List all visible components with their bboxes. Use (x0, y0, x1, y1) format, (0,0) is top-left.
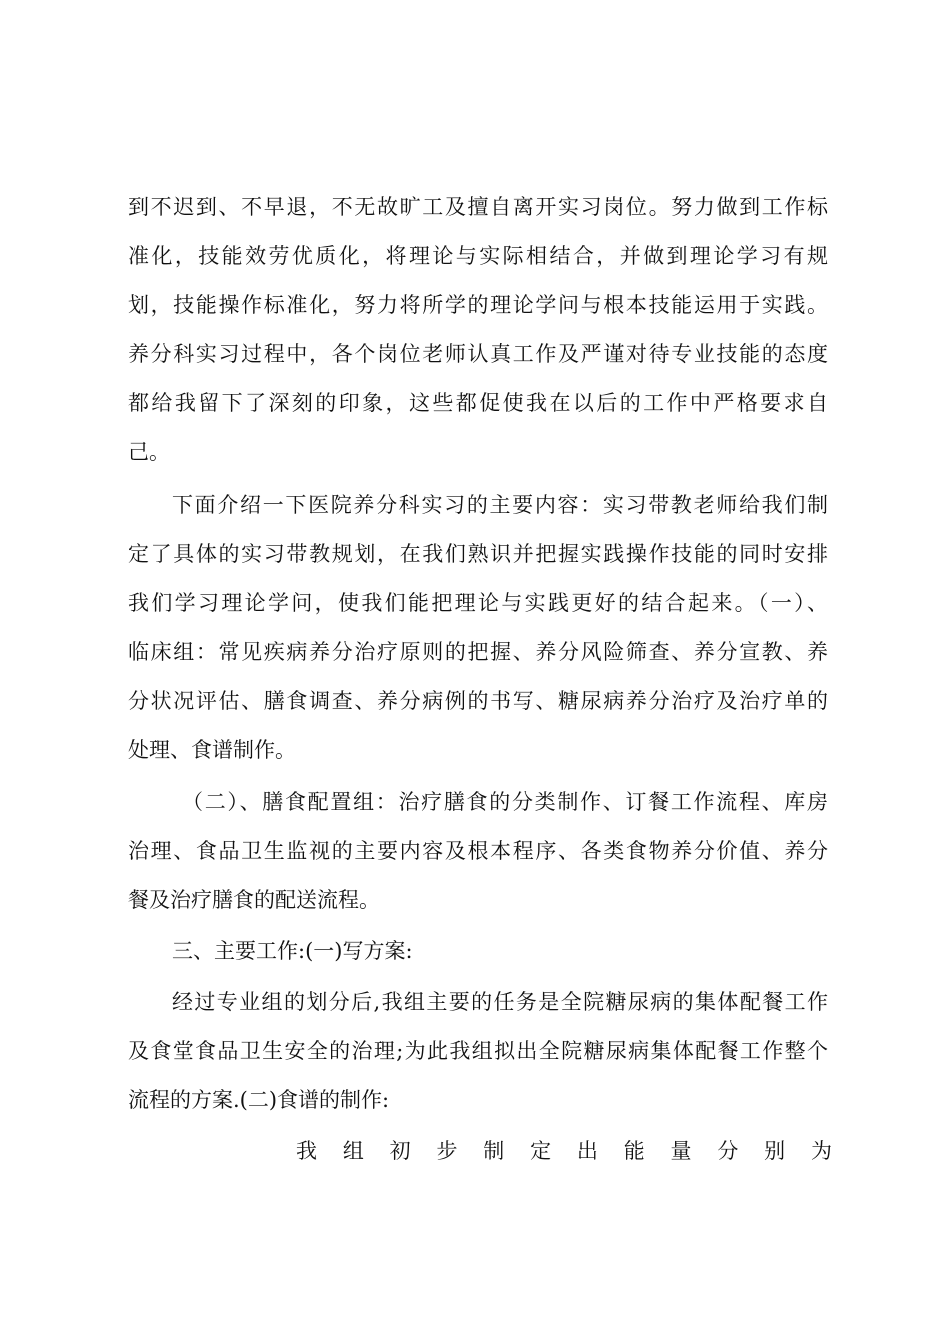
text-line: 下面介绍一下医院养分科实习的主要内容：实习带教老师给我们制 (172, 493, 828, 517)
text-line: 餐及治疗膳食的配送流程。 (128, 888, 380, 912)
text-line: 到不迟到、不早退，不无故旷工及擅自离开实习岗位。努力做到工作标 (128, 195, 828, 219)
text-line: （二）、膳食配置组：治疗膳食的分类制作、订餐工作流程、库房 (182, 790, 828, 814)
text-line: 及食堂食品卫生安全的治理;为此我组拟出全院糖尿病集体配餐工作整个 (128, 1039, 828, 1063)
text-line: 准化，技能效劳优质化，将理论与实际相结合，并做到理论学习有规 (128, 244, 828, 268)
text-line: 我组初步制定出能量分别为 (296, 1139, 832, 1163)
text-line: 流程的方案.(二)食谱的制作: (128, 1088, 390, 1112)
text-line: 划，技能操作标准化，努力将所学的理论学问与根本技能运用于实践。 (128, 293, 828, 317)
text-line: 定了具体的实习带教规划，在我们熟识并把握实践操作技能的同时安排 (128, 542, 828, 566)
text-line: 己。 (128, 440, 170, 464)
text-line: 处理、食谱制作。 (128, 738, 296, 762)
text-line: 三、主要工作:(一)写方案: (172, 939, 413, 963)
text-line: 临床组：常见疾病养分治疗原则的把握、养分风险筛查、养分宣教、养 (128, 640, 828, 664)
text-line: 养分科实习过程中，各个岗位老师认真工作及严谨对待专业技能的态度 (128, 342, 828, 366)
text-line: 分状况评估、膳食调查、养分病例的书写、糖尿病养分治疗及治疗单的 (128, 689, 828, 713)
text-line: 治理、食品卫生监视的主要内容及根本程序、各类食物养分价值、养分 (128, 839, 828, 863)
text-line: 经过专业组的划分后,我组主要的任务是全院糖尿病的集体配餐工作 (172, 990, 828, 1014)
text-line: 都给我留下了深刻的印象，这些都促使我在以后的工作中严格要求自 (128, 391, 828, 415)
text-line: 我们学习理论学问，使我们能把理论与实践更好的结合起来。（一）、 (128, 591, 828, 615)
